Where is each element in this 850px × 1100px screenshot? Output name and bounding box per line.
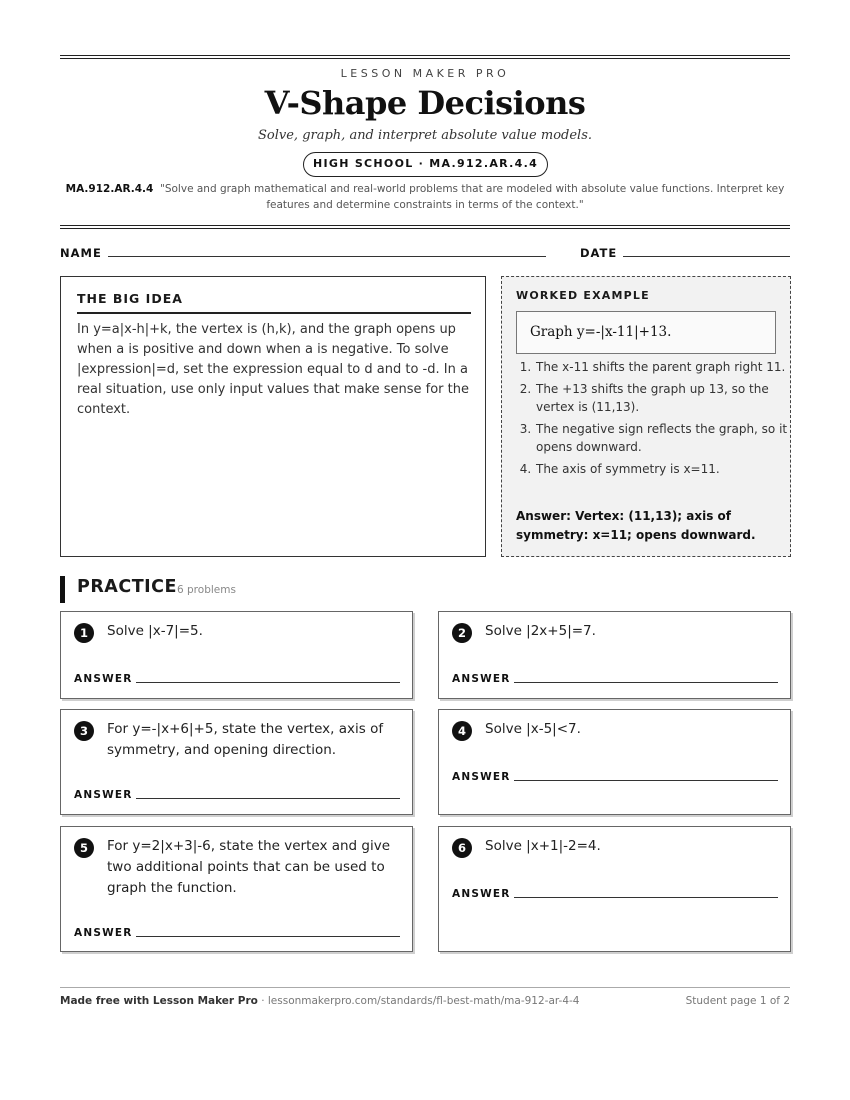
problem-card-4	[438, 709, 791, 815]
problem-text: For y=2|x+3|-6, state the vertex and give two additional points that can be used to graph the function.	[107, 838, 391, 896]
problem-card-6	[438, 826, 791, 952]
problem-card-1	[60, 611, 413, 699]
problem-text: Solve |x-7|=5.	[107, 623, 203, 639]
answer-line[interactable]	[514, 780, 778, 781]
problem-card-2	[438, 611, 791, 699]
worked-step: 1. The x-11 shifts the parent graph right 11.	[535, 358, 797, 376]
problem-card-5	[60, 826, 413, 952]
page-subtitle: Solve, graph, and interpret absolute value models.	[258, 128, 592, 143]
answer-line[interactable]	[136, 936, 400, 937]
worked-example-box	[501, 276, 791, 557]
problem-text: Solve |x+1|-2=4.	[485, 838, 601, 854]
standard-description	[60, 181, 790, 213]
date-line[interactable]	[623, 256, 790, 257]
answer-label: ANSWER	[452, 771, 511, 783]
practice-count: 6 problems	[177, 584, 236, 596]
problem-number-badge: 5	[74, 838, 94, 858]
footer-page-number: Student page 1 of 2	[685, 995, 790, 1007]
footer-url[interactable]: · lessonmakerpro.com/standards/fl-best-math/ma-912-ar-4-4	[257, 995, 580, 1007]
problem-card-3	[60, 709, 413, 815]
answer-label: ANSWER	[452, 673, 511, 685]
answer-line[interactable]	[136, 798, 400, 799]
name-label: NAME	[60, 246, 102, 260]
page-title: V-Shape Decisions	[264, 84, 586, 122]
problem-text: For y=-|x+6|+5, state the vertex, axis of symmetry, and opening direction.	[107, 721, 384, 758]
problem-number-badge: 3	[74, 721, 94, 741]
answer-line[interactable]	[514, 682, 778, 683]
date-label: DATE	[580, 246, 618, 260]
standard-code: MA.912.AR.4.4	[65, 183, 154, 195]
answer-label: ANSWER	[74, 927, 133, 939]
problem-number-badge: 2	[452, 623, 472, 643]
problem-number-badge: 6	[452, 838, 472, 858]
brand-name: LESSON MAKER PRO	[340, 67, 510, 80]
worked-example-answer: Answer: Vertex: (11,13); axis of symmetry: x=11; opens downward.	[516, 509, 756, 542]
worked-step: 2. The +13 shifts the graph up 13, so the vertex is (11,13).	[535, 380, 797, 416]
answer-line[interactable]	[514, 897, 778, 898]
answer-label: ANSWER	[74, 789, 133, 801]
grade-standard-badge: HIGH SCHOOL · MA.912.AR.4.4	[303, 152, 548, 177]
worked-step: 4. The axis of symmetry is x=11.	[535, 460, 797, 478]
worked-example-problem: Graph y=-|x-11|+13.	[516, 311, 776, 354]
answer-label: ANSWER	[452, 888, 511, 900]
big-idea-heading: THE BIG IDEA	[77, 291, 471, 314]
big-idea-text: In y=a|x-h|+k, the vertex is (h,k), and the graph opens up when a is positive and down when a is negative. To solve |expression|=d, set the expression equal to d and to -d. In a real situation, use only input values that make sense for the context.	[77, 322, 469, 417]
answer-label: ANSWER	[74, 673, 133, 685]
worked-example-steps	[516, 358, 797, 482]
header-bottom-double-rule	[60, 225, 790, 229]
name-line[interactable]	[108, 256, 546, 257]
practice-heading: PRACTICE	[77, 577, 177, 597]
big-idea-box	[60, 276, 486, 557]
answer-line[interactable]	[136, 682, 400, 683]
standard-text: "Solve and graph mathematical and real-world problems that are modeled with absolute value functions. Interpret key features and determine constraints in terms of the context."	[160, 183, 785, 211]
worked-example-heading: WORKED EXAMPLE	[516, 289, 650, 302]
footer-divider	[60, 987, 790, 988]
problem-number-badge: 1	[74, 623, 94, 643]
top-double-rule	[60, 55, 790, 59]
problem-number-badge: 4	[452, 721, 472, 741]
practice-accent-bar	[60, 576, 65, 603]
problem-text: Solve |x-5|<7.	[485, 721, 581, 737]
worked-step: 3. The negative sign reflects the graph, so it opens downward.	[535, 420, 797, 456]
footer-credit	[60, 995, 579, 1007]
footer-made-with: Made free with Lesson Maker Pro	[60, 995, 258, 1007]
problem-text: Solve |2x+5|=7.	[485, 623, 596, 639]
